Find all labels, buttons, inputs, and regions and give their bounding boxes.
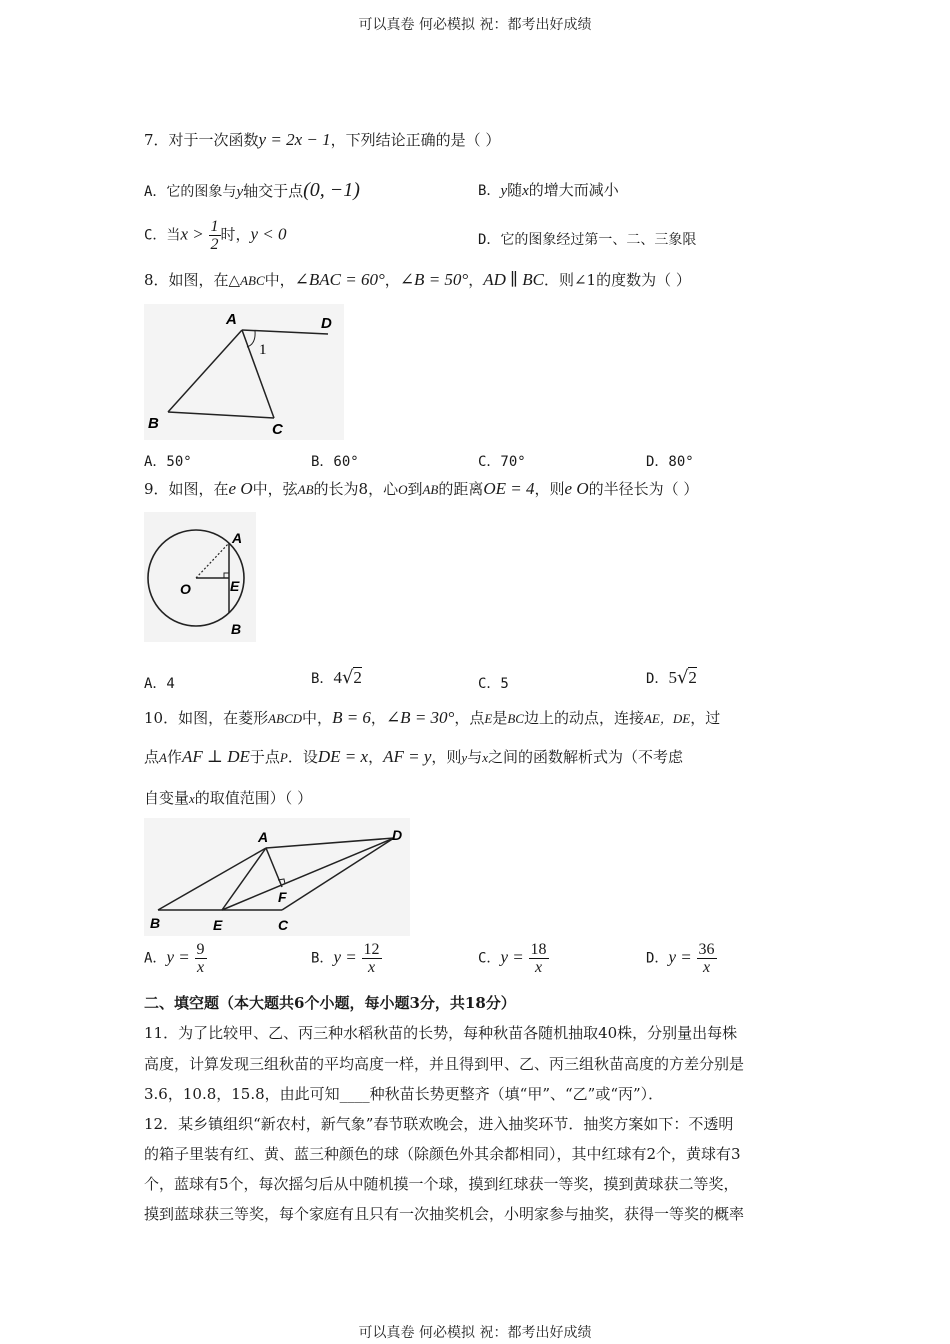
fraction-numerator: 18 <box>530 941 547 958</box>
q10-option-d-fraction <box>697 941 717 976</box>
q8-option-c: C．70° <box>478 454 526 470</box>
q9-option-d-coef: 5 <box>668 668 677 687</box>
q8-option-b: B．60° <box>311 454 359 470</box>
var: y <box>461 750 468 765</box>
fig-label-o: O <box>180 581 191 597</box>
q9-circle-symbol: e O <box>228 479 253 498</box>
text: 边上的动点，连接 <box>523 709 644 727</box>
q12-line3: 个，蓝球有5个，每次摇匀后从中随机摸一个球，摸到红球获一等奖，摸到黄球获二等奖， <box>144 1175 739 1193</box>
var: P <box>279 750 288 765</box>
q7-option-b-var-x: x <box>522 183 529 199</box>
fig-label-f: F <box>278 889 287 905</box>
fraction-denominator: x <box>534 959 543 976</box>
q7-option-c <box>144 218 287 253</box>
q9-option-b-radicand: 2 <box>353 668 362 687</box>
fig-label-d: D <box>392 827 403 843</box>
var: BC <box>507 711 524 726</box>
q9-stem-text-e: 的距离 <box>438 480 484 498</box>
q10-option-c <box>478 941 549 976</box>
text: 作 <box>166 748 182 766</box>
q9-chord: AB <box>422 482 439 497</box>
fig-label-d: D <box>321 315 332 332</box>
q8-parallel: AD ∥ BC <box>483 270 544 289</box>
q10-rhombus-figure <box>144 818 410 936</box>
q7-option-b <box>478 179 619 200</box>
q7-option-c-text: 时， <box>220 225 251 244</box>
q7-option-c-ineq-y: y < 0 <box>250 224 287 244</box>
var: x <box>482 750 488 765</box>
text: ，过 <box>690 709 721 727</box>
q8-stem-text-a: 8．如图，在△ <box>144 271 241 289</box>
q9-option-a: A．4 <box>144 676 175 692</box>
q9-option-d-label: D． <box>646 671 669 687</box>
fraction-denominator: 2 <box>210 236 219 253</box>
var: E <box>484 711 493 726</box>
q8-angle-bac: ∠BAC = 60° <box>294 270 385 289</box>
q9-center: O <box>398 482 408 497</box>
q10-de-eq: DE = x <box>317 747 369 766</box>
q9-option-b-label: B． <box>311 671 334 687</box>
q10-option-c-label: C． <box>478 950 501 967</box>
q9-stem-text-d: 到 <box>407 480 423 498</box>
text: ， <box>370 709 386 727</box>
text: ， <box>368 748 384 766</box>
q8-option-d: D．80° <box>646 454 694 470</box>
q9-stem-text-c: 的长为8，心 <box>313 480 399 498</box>
q10-stem-line1 <box>144 707 720 728</box>
figure-background <box>144 818 410 936</box>
q9-option-d <box>646 667 697 688</box>
q9-distance: OE = 4 <box>483 479 535 498</box>
q8-comma: ， <box>468 271 484 289</box>
q9-circle-symbol: e O <box>564 479 589 498</box>
page-footer: 可以真卷 何必模拟 祝：都考出好成绩 <box>358 1325 592 1341</box>
q7-option-d-text: D．它的图象经过第一、二、三象限 <box>478 232 697 248</box>
fig-label-a: A <box>226 311 237 328</box>
text: 10．如图，在菱形 <box>144 709 269 727</box>
q8-comma: ， <box>384 271 400 289</box>
text: ，则 <box>431 748 462 766</box>
q9-stem-text-a: 9．如图，在 <box>144 480 229 498</box>
text: 点 <box>144 748 160 766</box>
q7-option-b-text-c: 的增大而减小 <box>528 181 619 199</box>
sqrt-symbol: √ <box>341 667 354 688</box>
q10-option-d-label: D． <box>646 950 669 967</box>
fraction-numerator: 9 <box>196 941 205 958</box>
q12-line2: 的箱子里装有红、黄、蓝三种颜色的球（除颜色外其余都相同），其中红球有2个，黄球有3 <box>144 1145 741 1163</box>
q10-option-a-label: A． <box>144 950 167 967</box>
q8-stem <box>144 269 691 290</box>
fraction-denominator: x <box>702 959 711 976</box>
q7-option-a <box>144 179 360 202</box>
fig-label-c: C <box>278 917 289 933</box>
q10-option-b-yeq: y = <box>333 947 357 967</box>
q7-option-c-fraction <box>209 218 221 253</box>
sqrt-symbol: √ <box>676 667 689 688</box>
q9-stem-text-b: 中，弦 <box>252 480 298 498</box>
q9-circle-figure <box>144 512 256 642</box>
var: x <box>189 791 195 806</box>
fig-label-e: E <box>213 917 223 933</box>
fig-label-c: C <box>272 421 283 438</box>
q9-stem-text-g: 的半径长为（ ） <box>588 480 699 498</box>
q8-stem-text-b: 中， <box>264 271 295 289</box>
q11-line2: 高度，计算发现三组秋苗的平均高度一样，并且得到甲、乙、丙三组秋苗高度的方差分别是 <box>144 1055 745 1073</box>
q8-angle-b: ∠B = 50° <box>399 270 469 289</box>
q7-stem-text-b: ，下列结论正确的是（ ） <box>330 131 501 149</box>
q12-line4: 摸到蓝球获三等奖，每个家庭有且只有一次抽奖机会，小明家参与抽奖，获得一等奖的概率 <box>144 1205 745 1223</box>
text: 与 <box>467 748 483 766</box>
var: AE，DE <box>643 711 691 726</box>
q10-side: B = 6 <box>332 708 371 727</box>
q10-af-eq: AF = y <box>383 747 432 766</box>
q10-option-a-fraction <box>195 941 207 976</box>
q7-option-a-point: (0, −1) <box>303 179 360 201</box>
q9-option-d-radicand: 2 <box>688 668 697 687</box>
q7-option-a-var: y <box>236 184 244 200</box>
fig-label-1: 1 <box>259 342 267 358</box>
q7-option-d <box>478 229 696 249</box>
q10-option-a-yeq: y = <box>166 947 190 967</box>
fig-label-b: B <box>148 415 159 432</box>
q12-line1: 12．某乡镇组织“新农村，新气象”春节联欢晚会，进入抽奖环节．抽奖方案如下：不透明 <box>144 1115 734 1133</box>
text: 之间的函数解析式为（不考虑 <box>487 748 683 766</box>
q7-option-c-ineq-x: x > <box>180 224 204 244</box>
fraction-numerator: 36 <box>698 941 715 958</box>
fraction-denominator: x <box>367 959 376 976</box>
fig-label-a: A <box>232 530 243 546</box>
q7-function: y = 2x − 1 <box>258 130 331 149</box>
q7-option-b-text: 随 <box>507 181 523 199</box>
fraction-numerator: 12 <box>363 941 380 958</box>
q9-option-b <box>311 667 362 688</box>
fig-label-b: B <box>231 621 242 637</box>
fraction-denominator: x <box>196 959 205 976</box>
q8-triangle-figure <box>144 304 344 440</box>
q11-line3: 3.6，10.8，15.8，由此可知____种秋苗长势更整齐（填“甲”、“乙”或“丙”）． <box>144 1085 664 1103</box>
text: ，点 <box>454 709 485 727</box>
q11-line1: 11．为了比较甲、乙、丙三种水稻秋苗的长势，每种秋苗各随机抽取40株，分别量出每株 <box>144 1024 738 1042</box>
q10-option-c-fraction <box>529 941 549 976</box>
q7-option-a-text: A．它的图象与 <box>144 184 237 200</box>
q10-angle: ∠B = 30° <box>385 708 455 727</box>
q7-stem <box>144 129 500 150</box>
q7-option-b-var-y: y <box>500 183 508 199</box>
q10-perpendicular: AF ⊥ DE <box>181 747 250 766</box>
q9-stem <box>144 478 698 499</box>
q9-option-b-coef: 4 <box>333 668 342 687</box>
q10-option-c-yeq: y = <box>500 947 524 967</box>
q10-stem-line2 <box>144 746 683 767</box>
text: 于点 <box>249 748 280 766</box>
q9-option-c: C．5 <box>478 676 509 692</box>
fraction-numerator: 1 <box>210 218 219 235</box>
text: ．设 <box>287 748 318 766</box>
q10-stem-line3 <box>144 787 312 808</box>
text: 自变量 <box>144 789 190 807</box>
page-header: 可以真卷 何必模拟 祝：都考出好成绩 <box>358 17 592 33</box>
fig-label-a: A <box>258 829 269 845</box>
q10-option-b <box>311 941 382 976</box>
q7-option-c-label: C．当 <box>144 227 181 244</box>
q7-option-b-label: B． <box>478 183 501 199</box>
text: 是 <box>492 709 508 727</box>
q10-option-b-fraction <box>362 941 382 976</box>
fig-label-e: E <box>230 578 240 594</box>
q9-stem-text-f: ，则 <box>534 480 565 498</box>
q10-rhombus-name: ABCD <box>268 711 303 726</box>
q10-option-a <box>144 941 207 976</box>
q8-stem-text-c: ．则∠1的度数为（ ） <box>543 271 691 289</box>
fig-label-b: B <box>150 915 161 931</box>
q8-option-a: A．50° <box>144 454 192 470</box>
q10-option-d-yeq: y = <box>668 947 692 967</box>
figure-background <box>144 304 344 440</box>
q10-option-b-label: B． <box>311 950 334 967</box>
q7-option-a-text-b: 轴交于点 <box>243 182 304 200</box>
text: 的取值范围）（ ） <box>194 789 313 807</box>
q10-option-d <box>646 941 717 976</box>
text: 中， <box>302 709 333 727</box>
section-2-heading: 二、填空题（本大题共6个小题，每小题3分，共18分） <box>144 994 516 1012</box>
q8-triangle-name: ABC <box>240 273 265 288</box>
q9-chord: AB <box>297 482 314 497</box>
var: A <box>159 750 167 765</box>
q7-stem-text-a: 7．对于一次函数 <box>144 131 259 149</box>
